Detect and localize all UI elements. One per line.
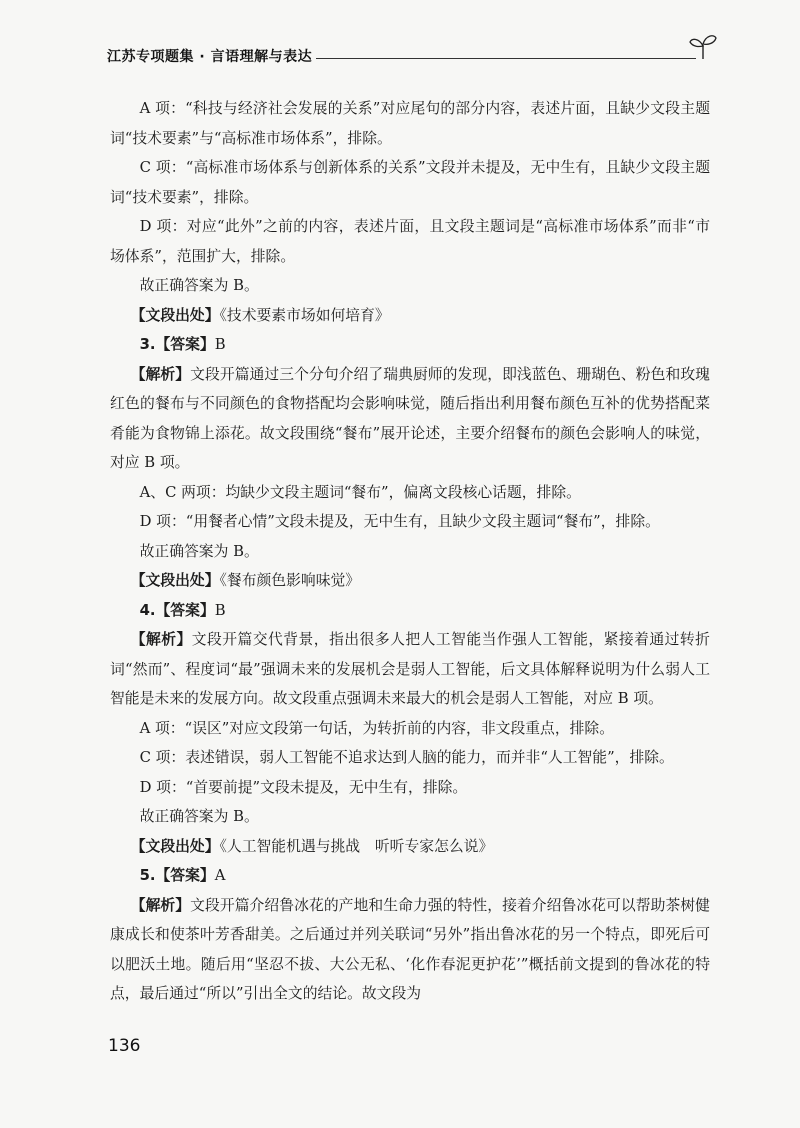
paragraph (110, 714, 710, 744)
paragraph-text: C 项：表述错误，弱人工智能不追求达到人脑的能力，而并非“人工智能”，排除。 (139, 749, 674, 766)
paragraph-text: C 项：“高标准市场体系与创新体系的关系”文段并未提及，无中生有，且缺少文段主题词“技术要素”，排除。 (110, 159, 710, 206)
analysis-paragraph (110, 891, 710, 1009)
paragraph-text: 文段开篇介绍鲁冰花的产地和生命力强的特性，接着介绍鲁冰花可以帮助茶树健康成长和使茶叶芳香甜美。之后通过并列关联词“另外”指出鲁冰花的另一个特点，即死后可以肥沃土地。随后用“坚忍不拔、大公无私、‘化作春泥更护花’”概括前文提到的鲁冰花的特点，最后通过“所以”引出全文的结论。故文段为 (110, 896, 710, 1002)
answer-line (110, 596, 710, 626)
paragraph (110, 743, 710, 773)
paragraph-text: 故正确答案为 B。 (139, 808, 259, 825)
sprout-icon (688, 30, 718, 60)
source-text: 《餐布颜色影响味觉》 (219, 572, 361, 589)
paragraph (110, 537, 710, 567)
analysis-paragraph (110, 360, 710, 478)
paragraph (110, 478, 710, 508)
source-label: 【文段出处】 (130, 837, 220, 855)
page-body (110, 94, 710, 1009)
header-rule (316, 58, 696, 59)
paragraph (110, 271, 710, 301)
paragraph-text: D 项：“首要前提”文段未提及，无中生有，排除。 (139, 778, 468, 796)
paragraph-text: 故正确答案为 B。 (139, 542, 259, 560)
source-label: 【文段出处】 (130, 572, 220, 589)
source-text: 《人工智能机遇与挑战 听听专家怎么说》 (219, 837, 494, 855)
source-text: 《技术要素市场如何培育》 (219, 306, 390, 324)
paragraph-text: 文段开篇通过三个分句介绍了瑞典厨师的发现，即浅蓝色、珊瑚色、粉色和玫瑰红色的餐布与不同颜色的食物搭配均会影响味觉，随后指出利用餐布颜色互补的优势搭配菜肴能为食物锦上添花。故文段围绕“餐布”展开论述，主要介绍餐布的颜色会影响人的味觉，对应 B 项。 (110, 365, 710, 471)
answer-value: B (214, 601, 226, 619)
book-title: 江苏专项题集 · 言语理解与表达 (107, 49, 313, 65)
paragraph-text: A、C 两项：均缺少文段主题词“餐布”，偏离文段核心话题，排除。 (139, 483, 581, 501)
paragraph (110, 94, 710, 153)
source-line (110, 566, 710, 596)
source-line (110, 832, 710, 862)
analysis-paragraph (110, 625, 710, 714)
answer-label: 3.【答案】 (139, 336, 215, 353)
paragraph-text: A 项：“科技与经济社会发展的关系”对应尾句的部分内容，表述片面，且缺少文段主题词“技术要素”与“高标准市场体系”，排除。 (110, 100, 710, 147)
paragraph (110, 773, 710, 803)
source-label: 【文段出处】 (130, 306, 220, 324)
paragraph (110, 507, 710, 537)
source-line (110, 301, 710, 331)
page-number: 136 (108, 1036, 141, 1056)
answer-label: 5.【答案】 (139, 867, 215, 884)
paragraph-text: 故正确答案为 B。 (139, 277, 259, 294)
answer-value: A (214, 867, 226, 884)
answer-value: B (214, 336, 226, 353)
paragraph-text: D 项：“用餐者心情”文段未提及，无中生有，且缺少文段主题词“餐布”，排除。 (139, 513, 660, 530)
answer-line (110, 330, 710, 360)
paragraph (110, 153, 710, 212)
paragraph-text: D 项：对应“此外”之前的内容，表述片面，且文段主题词是“高标准市场体系”而非“市场体系”，范围扩大，排除。 (110, 218, 710, 265)
analysis-label: 【解析】 (130, 631, 192, 648)
paragraph-text: 文段开篇交代背景，指出很多人把人工智能当作强人工智能，紧接着通过转折词“然而”、程度词“最”强调未来的发展机会是弱人工智能，后文具体解释说明为什么弱人工智能是未来的发展方向。故文段重点强调未来最大的机会是弱人工智能，对应 B 项。 (110, 631, 710, 707)
paragraph-text: A 项：“误区”对应文段第一句话，为转折前的内容，非文段重点，排除。 (139, 719, 615, 737)
paragraph (110, 802, 710, 832)
answer-label: 4.【答案】 (139, 601, 215, 619)
analysis-label: 【解析】 (130, 896, 191, 914)
analysis-label: 【解析】 (130, 365, 191, 383)
page-header (0, 30, 800, 70)
paragraph (110, 212, 710, 271)
answer-line (110, 861, 710, 891)
